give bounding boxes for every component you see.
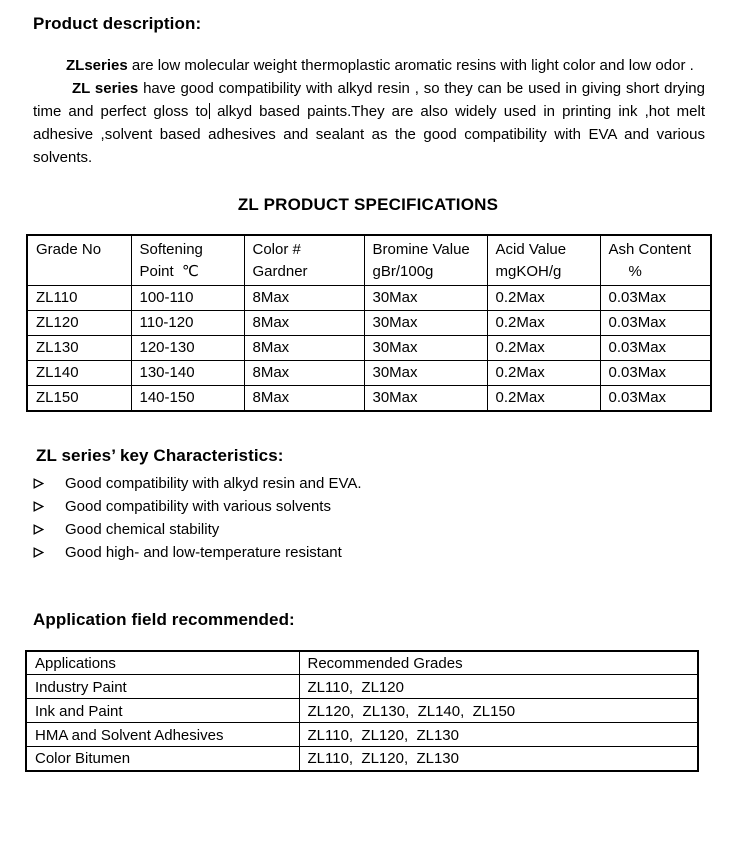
- intro-paragraph-2: [33, 77, 705, 169]
- list-item: [33, 541, 736, 564]
- column-header-acid-value: Acid Value mgKOH/g: [487, 235, 600, 286]
- cell-ash: 0.03Max: [600, 286, 711, 311]
- table-row: [26, 675, 698, 699]
- cell-grade: ZL120: [27, 311, 131, 336]
- spec-header-row: [27, 235, 711, 286]
- cell-color: 8Max: [244, 361, 364, 386]
- cell-softening: 140-150: [131, 386, 244, 411]
- cell-application: HMA and Solvent Adhesives: [26, 723, 299, 747]
- cell-bromine: 30Max: [364, 386, 487, 411]
- cell-acid: 0.2Max: [487, 311, 600, 336]
- cell-grades: ZL110, ZL120, ZL130: [299, 723, 698, 747]
- applications-table: [25, 650, 699, 772]
- list-item-label: Good chemical stability: [65, 520, 220, 538]
- characteristics-list: [33, 472, 736, 564]
- cell-softening: 130-140: [131, 361, 244, 386]
- document-canvas[interactable]: [0, 14, 736, 854]
- cell-softening: 110-120: [131, 311, 244, 336]
- list-item: [33, 518, 736, 541]
- cell-grades: ZL110, ZL120, ZL130: [299, 747, 698, 771]
- cell-bromine: 30Max: [364, 336, 487, 361]
- list-item: [33, 495, 736, 518]
- list-item-label: Good high- and low-temperature resistant: [65, 543, 342, 561]
- cell-application: Color Bitumen: [26, 747, 299, 771]
- cell-grade: ZL130: [27, 336, 131, 361]
- spec-table-title: ZL PRODUCT SPECIFICATIONS: [237, 195, 499, 214]
- intro-p1-bold-term: ZLseries: [66, 57, 128, 74]
- column-header-grade-no: Grade No: [27, 235, 131, 286]
- cell-bromine: 30Max: [364, 361, 487, 386]
- cell-acid: 0.2Max: [487, 386, 600, 411]
- intro-p2-text-before-cursor: have good compatibility with alkyd resin , so they can be used in giving short drying time and perfect gloss to: [33, 80, 705, 120]
- cell-grade: ZL140: [27, 361, 131, 386]
- cell-acid: 0.2Max: [487, 286, 600, 311]
- list-item: [33, 472, 736, 495]
- cell-application: Industry Paint: [26, 675, 299, 699]
- spec-table: [26, 234, 712, 412]
- cell-color: 8Max: [244, 336, 364, 361]
- table-row: [27, 286, 711, 311]
- applications-header-row: [26, 651, 698, 675]
- arrow-bullet-icon: [33, 495, 65, 512]
- cell-color: 8Max: [244, 386, 364, 411]
- table-row: [26, 747, 698, 771]
- intro-p2-text-after-cursor: alkyd based paints.They are also widely used in printing ink ,hot melt adhesive ,solvent based adhesives and sealant as the good compatibility with EVA and various solvents.: [33, 103, 705, 166]
- intro-p1-text: are low molecular weight thermoplastic aromatic resins with light color and low odor .: [127, 57, 694, 74]
- list-item-label: Good compatibility with alkyd resin and EVA.: [65, 474, 362, 492]
- cell-grade: ZL110: [27, 286, 131, 311]
- column-header-softening-point: Softening Point ℃: [131, 235, 244, 286]
- cell-ash: 0.03Max: [600, 336, 711, 361]
- intro-p2-bold-term: ZL series: [72, 80, 139, 97]
- cell-softening: 100-110: [131, 286, 244, 311]
- table-row: [26, 723, 698, 747]
- list-item-label: Good compatibility with various solvents: [65, 497, 331, 515]
- cell-ash: 0.03Max: [600, 386, 711, 411]
- table-row: [26, 699, 698, 723]
- cell-softening: 120-130: [131, 336, 244, 361]
- cell-ash: 0.03Max: [600, 311, 711, 336]
- cell-color: 8Max: [244, 286, 364, 311]
- cell-application: Ink and Paint: [26, 699, 299, 723]
- cell-bromine: 30Max: [364, 311, 487, 336]
- product-description-heading: Product description:: [33, 14, 202, 33]
- cell-grades: ZL110, ZL120: [299, 675, 698, 699]
- cell-grade: ZL150: [27, 386, 131, 411]
- table-row: [27, 311, 711, 336]
- column-header-bromine-value: Bromine Value gBr/100g: [364, 235, 487, 286]
- table-row: [27, 386, 711, 411]
- column-header-recommended-grades: Recommended Grades: [299, 651, 698, 675]
- cell-bromine: 30Max: [364, 286, 487, 311]
- arrow-bullet-icon: [33, 541, 65, 558]
- column-header-applications: Applications: [26, 651, 299, 675]
- cell-color: 8Max: [244, 311, 364, 336]
- table-row: [27, 336, 711, 361]
- cell-ash: 0.03Max: [600, 361, 711, 386]
- characteristics-heading: ZL series’ key Characteristics:: [36, 445, 284, 465]
- cell-acid: 0.2Max: [487, 336, 600, 361]
- column-header-ash-content: Ash Content %: [600, 235, 711, 286]
- intro-paragraph-1: [33, 54, 705, 77]
- arrow-bullet-icon: [33, 472, 65, 489]
- arrow-bullet-icon: [33, 518, 65, 535]
- column-header-color-gardner: Color # Gardner: [244, 235, 364, 286]
- table-row: [27, 361, 711, 386]
- cell-acid: 0.2Max: [487, 361, 600, 386]
- cell-grades: ZL120, ZL130, ZL140, ZL150: [299, 699, 698, 723]
- applications-heading: Application field recommended:: [33, 609, 295, 629]
